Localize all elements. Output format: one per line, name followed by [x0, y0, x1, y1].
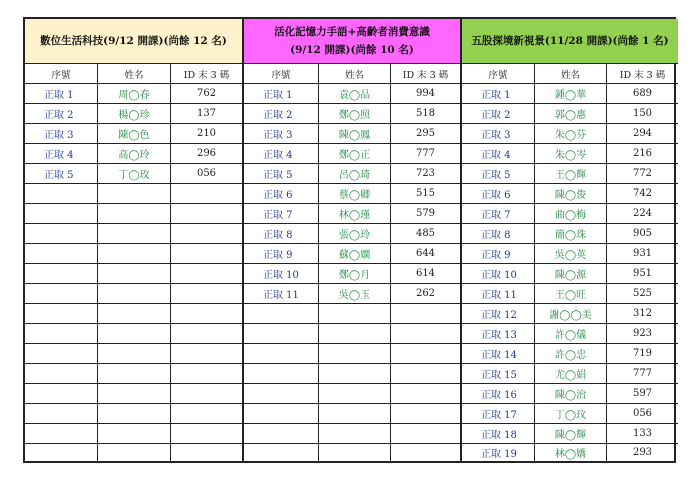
id-cell: 216	[606, 144, 678, 163]
seq-cell	[25, 284, 97, 303]
seq-cell: 正取 8	[263, 230, 293, 241]
course-panel-sign-language	[242, 19, 460, 461]
table-row	[244, 184, 460, 204]
id-cell	[390, 404, 460, 423]
name-cell: 陳◯輝	[534, 424, 606, 443]
id-cell: 262	[390, 284, 460, 303]
id-cell	[170, 304, 242, 323]
name-cell: 許◯忠	[534, 344, 606, 363]
course-title-line: 活化記憶力手語+高齡者消費意識	[274, 26, 430, 38]
table-row	[25, 84, 242, 104]
id-cell	[170, 264, 242, 283]
id-cell: 951	[606, 264, 678, 283]
seq-cell: 正取 10	[481, 270, 517, 281]
column-header-seq: 序號	[488, 69, 508, 81]
seq-cell: 正取 11	[481, 290, 517, 301]
name-cell: 謝◯◯美	[534, 304, 606, 323]
id-cell: 777	[606, 364, 678, 383]
id-cell: 579	[390, 204, 460, 223]
id-cell: 762	[170, 84, 242, 103]
name-cell: 陳◯鳳	[318, 124, 390, 143]
name-cell: 曲◯梅	[534, 204, 606, 223]
id-cell: 293	[606, 444, 678, 461]
name-cell	[97, 384, 170, 403]
table-row	[462, 384, 678, 404]
seq-cell: 正取 4	[44, 150, 74, 161]
table-row	[462, 364, 678, 384]
id-cell: 905	[606, 224, 678, 243]
name-cell: 朱◯芬	[534, 124, 606, 143]
column-header-name: 姓名	[318, 64, 390, 83]
name-cell: 簡◯珠	[534, 224, 606, 243]
name-cell: 郭◯惠	[534, 104, 606, 123]
course-title	[25, 19, 242, 64]
seq-cell: 正取 2	[44, 110, 74, 121]
name-cell: 陳◯治	[534, 384, 606, 403]
table-row	[462, 404, 678, 424]
table-row	[25, 144, 242, 164]
table-row	[462, 184, 678, 204]
name-cell	[318, 384, 390, 403]
name-cell: 蔡◯卿	[318, 184, 390, 203]
seq-cell: 正取 3	[263, 130, 293, 141]
id-cell: 295	[390, 124, 460, 143]
seq-cell	[25, 244, 97, 263]
enrollment-sheet	[23, 17, 676, 463]
id-cell: 597	[606, 384, 678, 403]
table-row	[244, 204, 460, 224]
table-row	[25, 104, 242, 124]
seq-cell: 正取 19	[481, 449, 517, 460]
id-cell	[390, 384, 460, 403]
seq-cell: 正取 3	[481, 130, 511, 141]
seq-cell: 正取 13	[481, 330, 517, 341]
seq-cell	[244, 424, 318, 443]
seq-cell	[244, 344, 318, 363]
seq-cell	[25, 184, 97, 203]
table-row	[462, 244, 678, 264]
table-row	[25, 344, 242, 364]
table-row	[244, 224, 460, 244]
column-header-id: ID 末 3 碼	[390, 64, 460, 83]
seq-cell: 正取 1	[481, 90, 511, 101]
course-title	[462, 19, 678, 64]
seq-cell: 正取 17	[481, 410, 517, 421]
course-title	[244, 19, 460, 64]
id-cell	[170, 184, 242, 203]
id-cell: 723	[390, 164, 460, 183]
name-cell	[318, 364, 390, 383]
name-cell: 吳◯英	[534, 244, 606, 263]
table-row	[244, 264, 460, 284]
seq-cell: 正取 9	[481, 250, 511, 261]
name-cell	[97, 304, 170, 323]
table-row	[462, 424, 678, 444]
seq-cell: 正取 16	[481, 390, 517, 401]
name-cell	[318, 404, 390, 423]
id-cell: 777	[390, 144, 460, 163]
table-row	[244, 364, 460, 384]
id-cell	[390, 424, 460, 443]
name-cell: 鄭◯正	[318, 144, 390, 163]
roster-rows	[462, 84, 678, 461]
table-row	[25, 384, 242, 404]
table-row	[25, 244, 242, 264]
name-cell	[97, 184, 170, 203]
seq-cell	[244, 404, 318, 423]
name-cell: 林◯瑾	[318, 204, 390, 223]
name-cell: 陳◯俊	[534, 184, 606, 203]
table-row	[462, 344, 678, 364]
table-row	[244, 284, 460, 304]
table-row	[25, 324, 242, 344]
id-cell	[170, 324, 242, 343]
id-cell: 133	[606, 424, 678, 443]
name-cell: 許◯儀	[534, 324, 606, 343]
name-cell: 張◯玲	[318, 224, 390, 243]
seq-cell: 正取 7	[263, 210, 293, 221]
table-row	[462, 304, 678, 324]
table-row	[25, 224, 242, 244]
id-cell: 614	[390, 264, 460, 283]
id-cell	[170, 204, 242, 223]
course-panel-wugu-tour	[460, 19, 678, 461]
table-row	[25, 184, 242, 204]
id-cell	[170, 444, 242, 461]
column-header-row	[244, 64, 460, 84]
column-header-row	[25, 64, 242, 84]
name-cell	[97, 284, 170, 303]
name-cell	[97, 204, 170, 223]
seq-cell: 正取 10	[263, 270, 299, 281]
name-cell	[318, 304, 390, 323]
column-header-seq: 序號	[51, 69, 71, 81]
name-cell: 鄭◯月	[318, 264, 390, 283]
seq-cell: 正取 5	[44, 170, 74, 181]
id-cell: 689	[606, 84, 678, 103]
name-cell	[318, 344, 390, 363]
table-row	[462, 84, 678, 104]
table-row	[244, 344, 460, 364]
seq-cell	[25, 364, 97, 383]
seq-cell: 正取 14	[481, 350, 517, 361]
name-cell	[97, 364, 170, 383]
seq-cell	[244, 364, 318, 383]
id-cell: 742	[606, 184, 678, 203]
id-cell	[170, 344, 242, 363]
course-title-line: 五股探境新視景(11/28 開課)(尚餘 1 名)	[471, 35, 669, 47]
name-cell	[318, 444, 390, 461]
seq-cell: 正取 11	[263, 290, 299, 301]
table-row	[462, 324, 678, 344]
table-row	[25, 304, 242, 324]
name-cell: 呂◯琦	[318, 164, 390, 183]
id-cell	[170, 244, 242, 263]
name-cell: 吳◯玉	[318, 284, 390, 303]
name-cell	[318, 324, 390, 343]
table-row	[244, 304, 460, 324]
table-row	[244, 384, 460, 404]
id-cell: 485	[390, 224, 460, 243]
id-cell	[170, 404, 242, 423]
name-cell: 朱◯岑	[534, 144, 606, 163]
seq-cell	[25, 424, 97, 443]
seq-cell: 正取 4	[263, 150, 293, 161]
name-cell: 陳◯源	[534, 264, 606, 283]
table-row	[244, 444, 460, 461]
name-cell: 陳◯色	[97, 124, 170, 143]
name-cell: 王◯旺	[534, 284, 606, 303]
name-cell: 高◯玲	[97, 144, 170, 163]
column-header-name: 姓名	[97, 64, 170, 83]
id-cell: 719	[606, 344, 678, 363]
id-cell	[170, 364, 242, 383]
table-row	[462, 124, 678, 144]
id-cell: 525	[606, 284, 678, 303]
table-row	[244, 424, 460, 444]
seq-cell: 正取 5	[481, 170, 511, 181]
seq-cell: 正取 15	[481, 370, 517, 381]
seq-cell: 正取 7	[481, 210, 511, 221]
name-cell	[97, 424, 170, 443]
id-cell: 137	[170, 104, 242, 123]
seq-cell: 正取 4	[481, 150, 511, 161]
column-header-id: ID 末 3 碼	[606, 64, 678, 83]
seq-cell: 正取 12	[481, 310, 517, 321]
id-cell	[390, 344, 460, 363]
table-row	[462, 444, 678, 461]
seq-cell: 正取 5	[263, 170, 293, 181]
id-cell: 312	[606, 304, 678, 323]
table-row	[244, 144, 460, 164]
table-row	[25, 204, 242, 224]
seq-cell: 正取 6	[481, 190, 511, 201]
table-row	[244, 84, 460, 104]
course-panel-digital-tech	[25, 19, 242, 461]
id-cell	[390, 364, 460, 383]
name-cell: 蘇◯嫻	[318, 244, 390, 263]
course-title-line: 數位生活科技(9/12 開課)(尚餘 12 名)	[40, 35, 227, 47]
table-row	[462, 224, 678, 244]
id-cell: 931	[606, 244, 678, 263]
id-cell	[170, 224, 242, 243]
table-row	[25, 264, 242, 284]
seq-cell	[244, 384, 318, 403]
seq-cell	[25, 444, 97, 461]
name-cell: 袁◯品	[318, 84, 390, 103]
table-row	[462, 104, 678, 124]
id-cell: 994	[390, 84, 460, 103]
name-cell: 周◯春	[97, 84, 170, 103]
id-cell	[170, 424, 242, 443]
seq-cell	[25, 384, 97, 403]
table-row	[25, 164, 242, 184]
seq-cell	[25, 204, 97, 223]
id-cell: 224	[606, 204, 678, 223]
name-cell	[97, 224, 170, 243]
roster-rows	[25, 84, 242, 461]
id-cell: 294	[606, 124, 678, 143]
name-cell	[97, 324, 170, 343]
id-cell: 923	[606, 324, 678, 343]
id-cell: 772	[606, 164, 678, 183]
name-cell	[318, 424, 390, 443]
course-title-line: (9/12 開課)(尚餘 10 名)	[290, 44, 414, 56]
column-header-id: ID 末 3 碼	[170, 64, 242, 83]
seq-cell	[244, 324, 318, 343]
seq-cell: 正取 6	[263, 190, 293, 201]
roster-rows	[244, 84, 460, 461]
name-cell: 王◯輝	[534, 164, 606, 183]
column-header-row	[462, 64, 678, 84]
id-cell: 150	[606, 104, 678, 123]
id-cell	[170, 284, 242, 303]
column-header-name: 姓名	[534, 64, 606, 83]
id-cell: 056	[170, 164, 242, 183]
seq-cell: 正取 1	[44, 90, 74, 101]
name-cell: 林◯嬌	[534, 444, 606, 461]
table-row	[25, 444, 242, 461]
column-header-seq: 序號	[271, 69, 291, 81]
seq-cell: 正取 9	[263, 250, 293, 261]
id-cell: 056	[606, 404, 678, 423]
seq-cell	[25, 264, 97, 283]
name-cell	[97, 444, 170, 461]
seq-cell: 正取 2	[481, 110, 511, 121]
table-row	[25, 424, 242, 444]
table-row	[462, 164, 678, 184]
name-cell	[97, 244, 170, 263]
name-cell	[97, 264, 170, 283]
seq-cell	[25, 404, 97, 423]
seq-cell: 正取 3	[44, 130, 74, 141]
table-row	[244, 244, 460, 264]
table-row	[462, 264, 678, 284]
id-cell: 210	[170, 124, 242, 143]
seq-cell	[25, 344, 97, 363]
name-cell: 尤◯娟	[534, 364, 606, 383]
id-cell	[170, 384, 242, 403]
table-row	[462, 284, 678, 304]
seq-cell: 正取 2	[263, 110, 293, 121]
seq-cell: 正取 8	[481, 230, 511, 241]
seq-cell: 正取 1	[263, 90, 293, 101]
id-cell	[390, 304, 460, 323]
name-cell: 鄭◯照	[318, 104, 390, 123]
table-row	[25, 364, 242, 384]
id-cell: 644	[390, 244, 460, 263]
id-cell	[390, 444, 460, 461]
id-cell	[390, 324, 460, 343]
seq-cell	[25, 324, 97, 343]
id-cell: 515	[390, 184, 460, 203]
name-cell	[97, 404, 170, 423]
name-cell: 丁◯玫	[97, 164, 170, 183]
table-row	[25, 284, 242, 304]
table-row	[244, 104, 460, 124]
name-cell: 丁◯玟	[534, 404, 606, 423]
table-row	[244, 164, 460, 184]
table-row	[244, 324, 460, 344]
seq-cell: 正取 18	[481, 430, 517, 441]
table-row	[25, 124, 242, 144]
name-cell: 楊◯珍	[97, 104, 170, 123]
table-row	[462, 144, 678, 164]
seq-cell	[244, 304, 318, 323]
table-row	[25, 404, 242, 424]
table-row	[462, 204, 678, 224]
table-row	[244, 124, 460, 144]
seq-cell	[25, 304, 97, 323]
table-row	[244, 404, 460, 424]
seq-cell	[244, 444, 318, 461]
id-cell: 296	[170, 144, 242, 163]
id-cell: 518	[390, 104, 460, 123]
name-cell: 鍾◯華	[534, 84, 606, 103]
seq-cell	[25, 224, 97, 243]
name-cell	[97, 344, 170, 363]
